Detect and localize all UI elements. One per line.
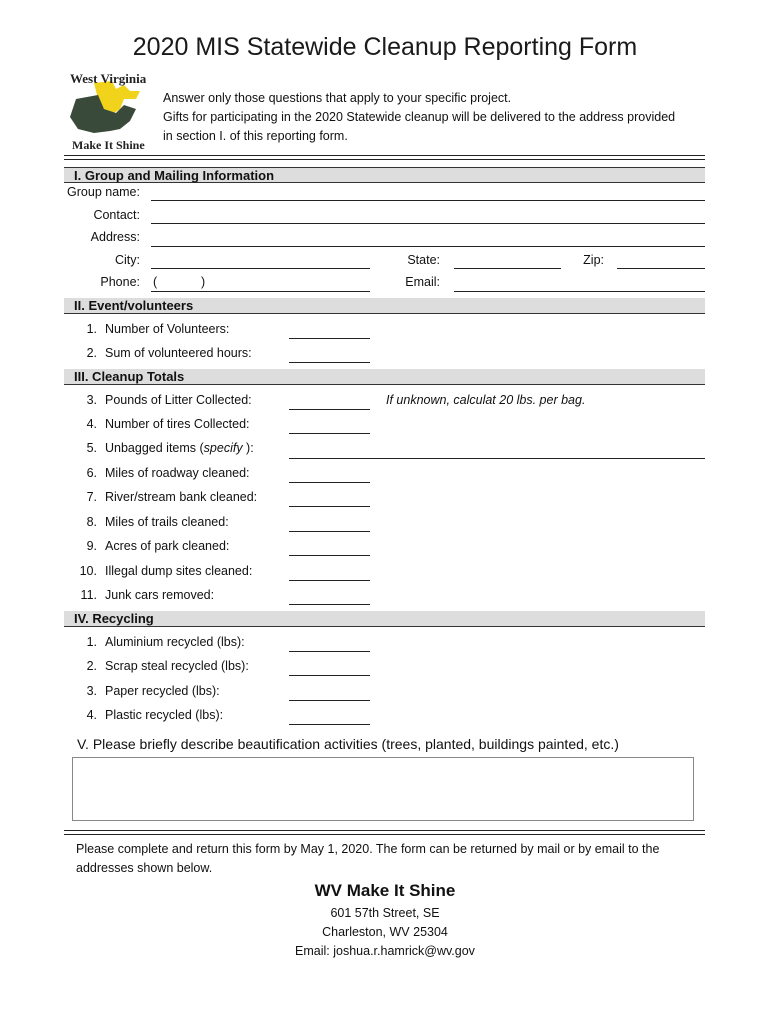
list-item: 8. Miles of trails cleaned: [86,515,229,529]
tires-field[interactable] [289,433,370,434]
intro-line: Gifts for participating in the 2020 Statewide cleanup will be delivered to the address provided [163,110,676,124]
beautification-textbox[interactable] [72,757,694,821]
stream-field[interactable] [289,506,370,507]
list-item: 3. Pounds of Litter Collected: [86,393,252,407]
unbagged-field[interactable] [289,458,705,459]
hours-field[interactable] [289,362,370,363]
intro-text [163,89,703,146]
zip-label: Zip: [583,253,604,267]
address-label: Address: [90,230,140,244]
state-field[interactable] [454,268,561,269]
logo [64,69,156,155]
intro-line: in section I. of this reporting form. [163,129,348,143]
list-item: 7. River/stream bank cleaned: [86,490,258,504]
aluminium-field[interactable] [289,651,370,652]
intro-line: Answer only those questions that apply to your specific project. [163,91,512,105]
zip-field[interactable] [617,268,705,269]
city-label: City: [115,253,140,267]
park-field[interactable] [289,555,370,556]
contact-field[interactable] [151,223,705,224]
beautification-question: V. Please briefly describe beautification activities (trees, planted, buildings painted, etc.) [77,736,619,752]
litter-field[interactable] [289,409,370,410]
list-item: 3. Paper recycled (lbs): [86,684,220,698]
scrap-steel-field[interactable] [289,675,370,676]
list-item: 10. Illegal dump sites cleaned: [79,564,253,578]
org-name: WV Make It Shine [314,881,456,900]
list-item: 4. Plastic recycled (lbs): [86,708,224,722]
address-street: 601 57th Street, SE [330,906,440,920]
email-field[interactable] [454,291,705,292]
list-item: 11. Junk cars removed: [80,588,215,602]
volunteers-field[interactable] [289,338,370,339]
section-heading-recycling: IV. Recycling [64,611,705,627]
roadway-field[interactable] [289,482,370,483]
list-item: 2. Sum of volunteered hours: [86,346,252,360]
section-heading-volunteers: II. Event/volunteers [64,298,705,314]
plastic-field[interactable] [289,724,370,725]
group-name-field[interactable] [151,200,705,201]
email-label: Email: [405,275,440,289]
junk-cars-field[interactable] [289,604,370,605]
phone-field[interactable] [151,291,370,292]
dump-sites-field[interactable] [289,580,370,581]
paper-field[interactable] [289,700,370,701]
list-item: 5. Unbagged items (specify ): [86,441,254,455]
group-name-label: Group name: [67,185,140,199]
litter-note: If unknown, calculat 20 lbs. per bag. [386,393,586,407]
city-field[interactable] [151,268,370,269]
divider [64,155,705,160]
address-field[interactable] [151,246,705,247]
address-city: Charleston, WV 25304 [322,925,448,939]
contact-label: Contact: [93,208,140,222]
contact-email[interactable]: Email: joshua.r.hamrick@wv.gov [295,944,475,958]
footer-instructions: Please complete and return this form by May 1, 2020. The form can be returned by mail or by email to the addresses shown below. [76,842,660,875]
section-heading-cleanup: III. Cleanup Totals [64,369,705,385]
divider [64,830,705,835]
section-heading-group: I. Group and Mailing Information [64,167,705,183]
trails-field[interactable] [289,531,370,532]
state-label: State: [407,253,440,267]
list-item: 1. Aluminium recycled (lbs): [86,635,245,649]
list-item: 2. Scrap steal recycled (lbs): [86,659,249,673]
phone-label: Phone: [100,275,140,289]
logo-bottom-text: Make It Shine [72,138,145,152]
list-item: 4. Number of tires Collected: [86,417,250,431]
logo-top-text: West Virginia [70,71,147,86]
list-item: 1. Number of Volunteers: [86,322,230,336]
phone-open-paren: ( [153,275,158,289]
list-item: 6. Miles of roadway cleaned: [86,466,250,480]
phone-close-paren: ) [201,275,206,289]
list-item: 9. Acres of park cleaned: [86,539,230,553]
page-title: 2020 MIS Statewide Cleanup Reporting Form [132,33,638,61]
